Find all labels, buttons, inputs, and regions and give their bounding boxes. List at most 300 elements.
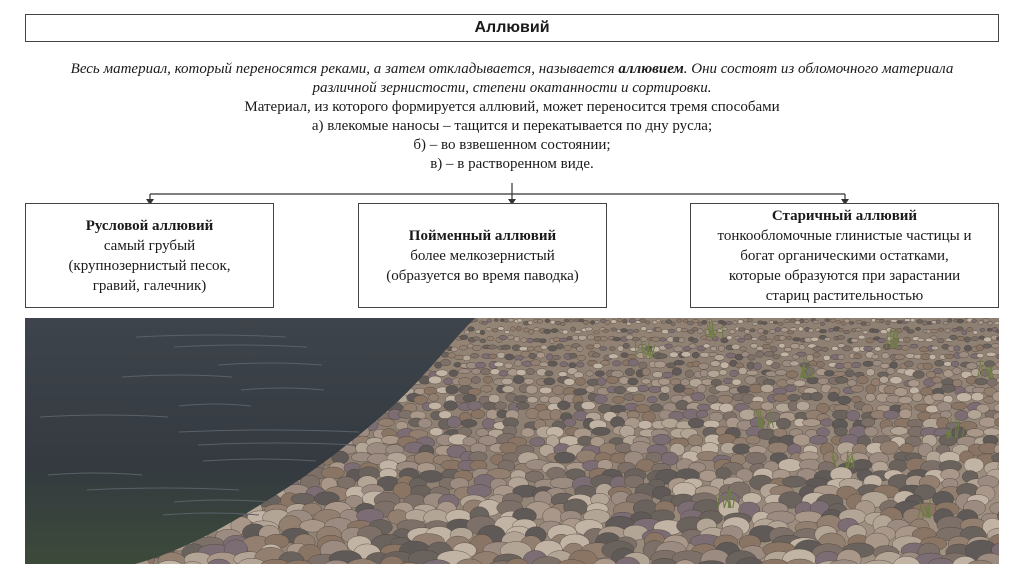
pebble <box>747 319 753 322</box>
pebble <box>553 338 560 342</box>
pebble <box>444 401 458 411</box>
pebble <box>502 386 514 393</box>
pebble <box>875 347 882 351</box>
pebble <box>779 343 785 348</box>
pebble <box>907 330 914 334</box>
pebble <box>487 319 491 323</box>
pebble <box>915 327 920 330</box>
pebble <box>625 368 635 375</box>
pebble <box>768 442 789 454</box>
pebble <box>845 370 854 377</box>
pebble <box>851 362 861 368</box>
pebble <box>440 359 451 365</box>
pebble <box>656 328 662 332</box>
pebble <box>813 353 821 358</box>
pebble <box>835 363 845 369</box>
pebble <box>623 343 630 348</box>
pebble <box>495 402 507 410</box>
pebble <box>526 369 535 375</box>
box-title: Старичный аллювий <box>771 207 918 224</box>
pebble <box>592 427 611 435</box>
pebble <box>638 385 649 392</box>
pebble <box>872 319 876 323</box>
pebble <box>676 319 682 323</box>
box-line: тонкообломочные глинистые частицы и <box>717 227 972 244</box>
pebble <box>679 338 685 343</box>
pebble <box>652 337 660 342</box>
intro-definition-end: . Они состоят из обломочного материала различной зернистости, степени окатанности и сортировки. <box>312 61 954 96</box>
pebble <box>451 347 457 352</box>
pebble <box>681 352 691 358</box>
pebble <box>807 355 814 362</box>
pebble <box>788 394 800 401</box>
pebble <box>595 371 605 377</box>
pebble <box>775 370 787 376</box>
pebble <box>719 370 727 376</box>
pebble <box>562 330 568 334</box>
pebble <box>609 347 615 351</box>
pebble <box>934 360 944 366</box>
pebble <box>819 329 827 333</box>
pebble <box>484 376 493 383</box>
pebble <box>540 396 550 403</box>
pebble <box>756 351 764 357</box>
pebble <box>880 319 885 322</box>
pebble <box>804 319 809 322</box>
pebble <box>824 370 834 376</box>
pebble <box>773 355 781 359</box>
pebble <box>737 338 744 342</box>
pebble <box>813 320 819 323</box>
pebble <box>666 320 672 324</box>
pebble <box>692 319 698 323</box>
pebble <box>538 319 543 323</box>
intro-line-4: в) – в растворенном виде. <box>430 156 594 172</box>
box-line: стариц растительностью <box>765 287 924 304</box>
pebble <box>837 336 845 340</box>
pebble <box>692 338 698 343</box>
pebble <box>843 330 850 333</box>
pebble <box>836 320 840 323</box>
pebble <box>977 353 984 357</box>
pebble <box>967 327 973 331</box>
pebble <box>922 321 928 325</box>
box-line: богат органическими остатками, <box>740 247 949 264</box>
pebble <box>597 378 606 386</box>
pebble <box>711 379 722 385</box>
box-line: (крупнозернистый песок, <box>68 257 231 274</box>
pebble <box>890 376 903 384</box>
pebble <box>642 379 651 385</box>
pebble <box>487 336 494 341</box>
pebble <box>931 346 939 350</box>
pebble <box>951 402 967 410</box>
pebble <box>718 345 725 351</box>
pebble <box>710 361 720 367</box>
pebble <box>790 343 799 349</box>
pebble <box>745 376 757 384</box>
pebble <box>872 329 879 333</box>
pebble <box>647 329 653 332</box>
pebble <box>971 320 976 323</box>
pebble <box>823 355 830 360</box>
pebble <box>979 417 997 427</box>
pebble <box>555 321 561 325</box>
pebble <box>726 353 736 358</box>
pebble <box>912 393 923 402</box>
pebble <box>737 386 751 394</box>
pebble <box>661 386 671 393</box>
intro-line-3: б) – во взвешенном состоянии; <box>413 137 611 153</box>
pebble <box>740 347 747 351</box>
pebble <box>794 380 806 386</box>
pebble <box>752 322 758 325</box>
pebble <box>886 321 890 325</box>
pebble <box>786 336 792 340</box>
pebble <box>719 403 733 413</box>
pebble <box>472 345 481 351</box>
pebble <box>692 328 698 331</box>
pebble <box>480 369 491 375</box>
pebble <box>481 385 493 392</box>
pebble <box>973 331 978 335</box>
pebble <box>894 388 907 397</box>
pebble <box>627 322 631 325</box>
pebble <box>820 419 833 427</box>
pebble <box>975 378 988 385</box>
pebble <box>459 345 467 350</box>
pebble <box>613 337 621 341</box>
pebble <box>605 321 611 325</box>
pebble <box>595 321 599 324</box>
pebble <box>729 330 735 334</box>
intro-line-1: Материал, из которого формируется аллювий, может переносится тремя способами <box>244 99 780 115</box>
pebble <box>933 369 942 374</box>
pebble <box>418 418 432 428</box>
pebble <box>574 330 581 333</box>
box-line: которые образуются при зарастании <box>728 267 961 284</box>
pebble <box>623 319 627 323</box>
pebble <box>575 377 585 385</box>
pebble <box>468 401 482 411</box>
pebble <box>647 396 657 402</box>
pebble <box>620 329 627 333</box>
pebble <box>809 361 817 366</box>
pebble <box>585 327 592 331</box>
pebble <box>674 360 685 365</box>
pebble <box>738 320 743 324</box>
pebble <box>904 361 913 367</box>
pebble <box>530 438 545 447</box>
pebble <box>964 337 970 342</box>
pebble <box>880 376 889 383</box>
pebble <box>668 329 675 332</box>
pebble <box>592 353 600 357</box>
pebble <box>473 337 480 341</box>
pebble <box>508 318 514 322</box>
pebble <box>921 387 933 396</box>
pebble <box>820 322 824 326</box>
pebble <box>713 321 719 325</box>
pebble <box>872 355 879 360</box>
pebble <box>937 402 952 412</box>
pebble <box>472 369 481 375</box>
pebble <box>612 361 621 366</box>
pebble <box>691 393 705 401</box>
pebble <box>692 352 699 358</box>
pebble <box>586 345 594 349</box>
pebble <box>936 320 940 324</box>
pebble <box>816 361 824 367</box>
pebble <box>626 386 639 392</box>
pebble <box>475 362 486 368</box>
pebble <box>696 411 708 418</box>
pebble <box>790 361 799 366</box>
pebble <box>813 346 823 351</box>
pebble <box>807 377 819 384</box>
pebble <box>954 346 960 351</box>
pebble <box>587 335 595 340</box>
pebble <box>468 327 475 332</box>
pebble <box>688 435 703 446</box>
pebble <box>882 353 890 359</box>
pebble <box>688 418 704 428</box>
grass-blade <box>729 492 730 508</box>
pebble <box>894 354 904 360</box>
intro-definition-start: Весь материал, который переносятся реками, а затем откладывается, называется <box>70 61 619 77</box>
pebble <box>966 363 977 370</box>
pebble <box>672 368 682 376</box>
pebble <box>858 335 865 339</box>
pebble <box>638 420 652 429</box>
pebble <box>683 319 688 322</box>
pebble <box>824 337 830 341</box>
pebble <box>863 331 868 335</box>
pebble <box>514 360 522 366</box>
pebble <box>322 467 345 479</box>
pebble <box>654 361 665 368</box>
box-channel-alluvium <box>25 203 274 308</box>
pebble <box>798 327 803 331</box>
pebble <box>521 428 534 437</box>
pebble <box>762 322 767 325</box>
pebble <box>810 392 822 401</box>
pebble <box>559 338 568 342</box>
pebble <box>727 336 733 340</box>
pebble <box>561 322 565 325</box>
pebble <box>883 410 899 419</box>
pebble <box>776 418 791 429</box>
pebble <box>617 346 624 352</box>
pebble <box>851 385 864 392</box>
pebble <box>630 347 638 351</box>
pebble <box>653 434 671 445</box>
pebble <box>950 335 958 340</box>
pebble <box>527 397 538 404</box>
pebble <box>967 429 985 438</box>
pebble <box>534 328 540 331</box>
pebble <box>732 344 740 350</box>
pebble <box>486 328 492 331</box>
pebble <box>937 338 944 342</box>
pebble <box>770 329 776 333</box>
pebble <box>746 435 760 444</box>
pebble <box>784 319 791 322</box>
pebble <box>951 361 959 367</box>
pebble <box>903 337 910 342</box>
box-floodplain-alluvium <box>358 203 607 308</box>
pebble <box>564 418 577 426</box>
pebble <box>779 336 786 341</box>
pebble <box>611 328 617 331</box>
pebble <box>784 347 791 351</box>
pebble <box>659 338 666 342</box>
pebble <box>560 362 568 367</box>
pebble <box>723 378 733 384</box>
pebble <box>557 401 570 410</box>
pebble <box>524 378 534 384</box>
pebble <box>864 427 878 437</box>
pebble <box>499 371 509 377</box>
pebble <box>574 372 584 378</box>
pebble <box>891 427 908 436</box>
pebble <box>505 331 510 334</box>
pebble <box>657 354 667 359</box>
pebble <box>662 329 669 334</box>
box-oxbow-alluvium <box>690 203 999 308</box>
pebble <box>642 368 650 376</box>
pebble <box>564 319 569 322</box>
pebble <box>967 410 981 420</box>
intro-term: аллювием <box>618 61 684 77</box>
pebble <box>628 359 638 366</box>
pebble <box>849 322 854 325</box>
pebble <box>600 347 607 351</box>
pebble <box>866 338 874 343</box>
pebble <box>697 329 703 334</box>
pebble <box>564 378 575 385</box>
pebble <box>488 345 497 349</box>
pebble <box>516 402 529 409</box>
pebble <box>689 344 696 349</box>
pebble <box>529 353 537 359</box>
pebble <box>556 344 563 349</box>
pebble <box>714 355 724 361</box>
pebble <box>838 396 851 405</box>
pebble <box>529 329 534 334</box>
pebble <box>471 353 480 358</box>
pebble <box>504 319 509 322</box>
pebble <box>436 370 448 377</box>
pebble <box>606 376 618 383</box>
pebble <box>528 321 533 325</box>
pebble <box>865 393 875 401</box>
pebble <box>500 442 518 453</box>
pebble <box>586 371 594 376</box>
pebble <box>519 347 528 351</box>
pebble <box>463 355 471 361</box>
pebble <box>552 355 560 360</box>
pebble <box>700 352 710 357</box>
pebble <box>661 321 665 324</box>
pebble <box>726 321 732 324</box>
pebble <box>527 347 534 351</box>
pebble <box>476 429 489 437</box>
pebble <box>656 319 660 322</box>
pebble <box>572 335 579 340</box>
pebble <box>494 362 504 367</box>
pebble <box>987 378 998 386</box>
pebble <box>732 444 750 454</box>
pebble <box>988 321 993 325</box>
pebble <box>482 321 488 324</box>
pebble <box>744 329 749 334</box>
pebble <box>918 338 925 342</box>
pebble <box>550 409 562 420</box>
pebble <box>461 419 477 427</box>
pebble <box>929 354 936 360</box>
pebble <box>835 377 848 384</box>
pebble <box>603 329 610 332</box>
pebble <box>808 329 813 333</box>
pebble <box>785 385 796 391</box>
pebble <box>526 338 533 343</box>
pebble <box>449 370 458 377</box>
pebble <box>516 326 521 331</box>
pebble <box>424 387 437 395</box>
pebble <box>811 337 819 341</box>
pebble <box>763 330 768 334</box>
pebble <box>754 363 762 370</box>
pebble <box>459 377 472 386</box>
pebble <box>908 380 920 387</box>
pebble <box>671 322 675 326</box>
pebble <box>992 369 999 375</box>
pebble <box>775 328 781 332</box>
pebble <box>447 417 461 429</box>
pebble <box>558 372 567 377</box>
pebble <box>910 318 915 322</box>
pebble <box>564 345 571 351</box>
pebble <box>685 370 693 378</box>
pebble <box>501 345 510 350</box>
pebble <box>513 376 524 384</box>
pebble <box>517 319 522 322</box>
pebble <box>684 388 694 394</box>
pebble <box>853 459 872 470</box>
pebble <box>830 319 836 322</box>
pebble <box>510 327 515 331</box>
pebble <box>674 346 683 352</box>
pebble <box>986 352 996 356</box>
pebble <box>378 419 394 427</box>
pebble <box>847 410 860 421</box>
pebble <box>489 394 500 403</box>
pebble <box>576 362 584 367</box>
pebble <box>761 402 774 410</box>
pebble <box>670 379 681 385</box>
pebble <box>866 385 876 394</box>
pebble <box>996 330 999 333</box>
pebble <box>515 396 529 403</box>
pebble-shore-photo <box>25 318 999 564</box>
pebble <box>800 319 804 323</box>
pebble <box>429 394 439 402</box>
pebble <box>971 392 984 401</box>
pebble <box>494 319 498 322</box>
pebble <box>539 362 549 367</box>
pebble <box>780 352 789 357</box>
